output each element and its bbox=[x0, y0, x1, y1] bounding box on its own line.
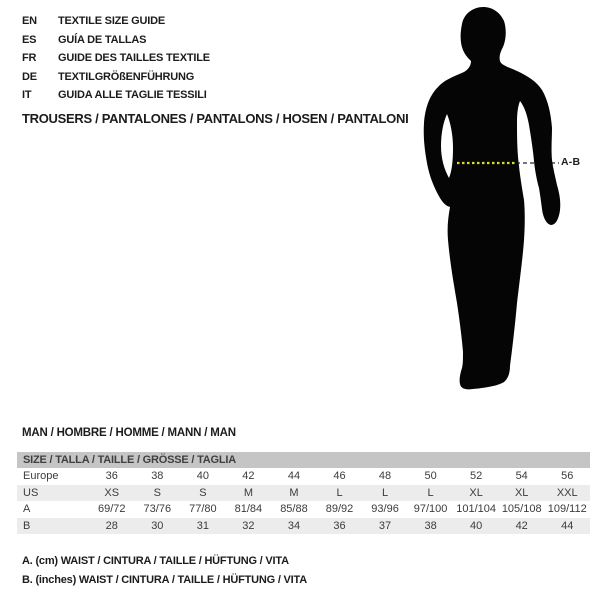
table-cell: L bbox=[427, 486, 434, 499]
language-row-es bbox=[22, 31, 210, 50]
table-cell: 36 bbox=[105, 470, 118, 482]
table-row-us bbox=[17, 485, 590, 502]
table-cell: 40 bbox=[196, 470, 209, 482]
table-cell: 73/76 bbox=[143, 503, 172, 515]
measure-label: A-B bbox=[561, 156, 581, 168]
table-cell: 32 bbox=[242, 519, 255, 532]
table-cell: M bbox=[243, 486, 253, 499]
language-label: GUIDE DES TAILLES TEXTILE bbox=[58, 52, 210, 64]
language-label: GUÍA DE TALLAS bbox=[58, 33, 147, 46]
language-code: FR bbox=[22, 52, 37, 64]
table-cell: L bbox=[381, 486, 389, 499]
table-cell: 52 bbox=[470, 470, 483, 482]
table-cell: L bbox=[336, 486, 343, 499]
table-cell: M bbox=[289, 486, 299, 499]
table-cell: 56 bbox=[561, 470, 574, 482]
table-cell: 69/72 bbox=[98, 503, 126, 515]
row-label: A bbox=[23, 503, 31, 515]
table-cell: 109/112 bbox=[547, 503, 587, 515]
table-row-a bbox=[17, 501, 590, 518]
language-list bbox=[22, 12, 210, 105]
row-label: B bbox=[23, 519, 31, 532]
table-cell: 42 bbox=[242, 470, 255, 482]
language-label: TEXTILGRÖßENFÜHRUNG bbox=[58, 70, 195, 83]
table-cell: 38 bbox=[151, 470, 164, 482]
size-table-header: SIZE / TALLA / TAILLE / GRÖSSE / TAGLIA bbox=[17, 452, 590, 468]
table-cell: 44 bbox=[561, 519, 574, 532]
footnote-a: A. (cm) WAIST / CINTURA / TAILLE / HÜFTUNG / VITA bbox=[22, 555, 289, 567]
table-cell: XL bbox=[469, 486, 483, 499]
footnote-b: B. (inches) WAIST / CINTURA / TAILLE / HÜFTUNG / VITA bbox=[22, 573, 307, 586]
table-cell: XS bbox=[104, 486, 120, 499]
figure-svg bbox=[410, 0, 600, 420]
table-cell: 54 bbox=[515, 470, 528, 482]
category-title: TROUSERS / PANTALONES / PANTALONS / HOSEN / PANTALONI bbox=[22, 111, 409, 126]
table-row-europe bbox=[17, 468, 590, 485]
table-cell: 36 bbox=[333, 519, 346, 532]
table-cell: 28 bbox=[105, 519, 118, 532]
language-label: GUIDA ALLE TAGLIE TESSILI bbox=[58, 89, 207, 101]
table-cell: 93/96 bbox=[371, 503, 399, 515]
table-cell: S bbox=[199, 486, 207, 499]
table-cell: 30 bbox=[151, 519, 164, 532]
table-cell: 38 bbox=[424, 519, 437, 532]
language-code: IT bbox=[22, 89, 32, 101]
language-code: EN bbox=[22, 15, 37, 27]
language-row-it bbox=[22, 86, 210, 105]
table-cell: 97/100 bbox=[413, 503, 448, 515]
row-label: US bbox=[23, 486, 39, 499]
language-row-en bbox=[22, 12, 210, 31]
table-cell: 34 bbox=[287, 519, 301, 532]
size-table-rows bbox=[17, 468, 590, 534]
table-cell: XL bbox=[514, 486, 529, 499]
row-label: Europe bbox=[23, 470, 59, 482]
language-code: ES bbox=[22, 33, 37, 46]
gender-title: MAN / HOMBRE / HOMME / MANN / MAN bbox=[22, 427, 236, 439]
man-silhouette bbox=[424, 7, 561, 389]
table-cell: XXL bbox=[556, 486, 578, 499]
table-cell: 42 bbox=[515, 519, 528, 532]
footnotes bbox=[22, 552, 307, 589]
language-row-fr bbox=[22, 49, 210, 68]
table-cell: 85/88 bbox=[280, 503, 308, 515]
table-cell: 77/80 bbox=[189, 503, 217, 515]
size-table bbox=[17, 452, 590, 534]
table-cell: 81/84 bbox=[234, 503, 263, 515]
figure-container bbox=[410, 0, 600, 420]
table-cell: 40 bbox=[470, 519, 483, 532]
table-cell: 101/104 bbox=[456, 503, 497, 515]
table-cell: 89/92 bbox=[325, 503, 354, 515]
language-code: DE bbox=[22, 70, 37, 83]
language-label: TEXTILE SIZE GUIDE bbox=[58, 15, 166, 27]
table-cell: 50 bbox=[424, 470, 437, 482]
language-row-de bbox=[22, 68, 210, 87]
table-cell: 48 bbox=[378, 470, 392, 482]
table-cell: 37 bbox=[378, 519, 392, 532]
table-cell: 44 bbox=[287, 470, 301, 482]
table-row-b bbox=[17, 518, 590, 535]
table-cell: S bbox=[153, 486, 161, 499]
table-cell: 31 bbox=[196, 519, 209, 532]
table-cell: 46 bbox=[333, 470, 346, 482]
table-cell: 105/108 bbox=[501, 503, 542, 515]
